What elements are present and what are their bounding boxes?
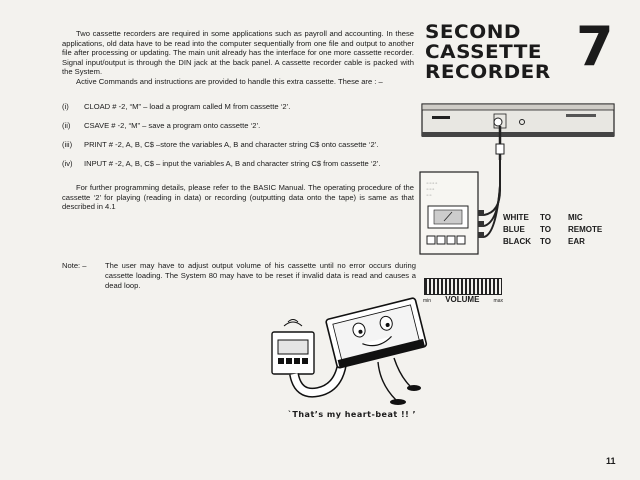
wire-jack: MIC — [568, 213, 583, 222]
legend-row — [503, 212, 602, 224]
command-text: INPUT # -2, A, B, C$ – input the variables A, B and character string C$ from cassette ‘2’. — [84, 159, 381, 168]
wire-to: TO — [540, 213, 551, 222]
wire-jack: EAR — [568, 237, 585, 246]
cartoon-recorder — [272, 320, 314, 375]
command-number: (iii) — [62, 140, 73, 149]
note-text: The user may have to adjust output volume of his cassette until no error occurs during cassette loading. The System 80 may have to be reset if invalid data is read and causes a dead loop. — [105, 261, 416, 290]
command-number: (ii) — [62, 121, 71, 130]
wire-color: WHITE — [503, 213, 529, 222]
command-number: (i) — [62, 102, 69, 111]
intro-paragraph-2: Active Commands and instructions are provided to handle this extra cassette. These are : – — [76, 76, 383, 86]
cartoon-legs — [378, 358, 421, 405]
section-title — [425, 22, 565, 82]
cable-legend — [503, 212, 602, 248]
command-item — [62, 102, 434, 111]
svg-text:◦◦: ◦◦ — [426, 193, 432, 199]
chapter-number: 7 — [576, 15, 614, 78]
wire-color: BLACK — [503, 237, 531, 246]
command-text: CSAVE # -2, “M” – save a program onto cassette ‘2’. — [84, 121, 261, 130]
din-cable — [484, 126, 504, 237]
wire-color: BLUE — [503, 225, 525, 234]
command-item — [62, 121, 434, 130]
page-number: 11 — [606, 456, 616, 466]
intro-paragraph-1: Two cassette recorders are required in some applications such as payroll and accounting. In these applications, old data have to be read into the computer sequentially from one file and output to another file after processing or updating. The main unit already has the interface for one more cassette recorder. Signal input/output is through the DIN jack at the back panel. A cassette recorder cable is packed with the System. — [62, 29, 414, 77]
title-line-2: CASSETTE — [425, 41, 543, 63]
command-item — [62, 159, 434, 168]
command-number: (iv) — [62, 159, 73, 168]
note-block — [62, 261, 416, 290]
legend-row — [503, 224, 602, 236]
illustration-caption: `That’s my heart-beat !! ’ — [287, 410, 417, 419]
volume-label: VOLUME — [445, 295, 480, 304]
volume-max-label: max — [493, 298, 503, 304]
command-text: PRINT # -2, A, B, C$ –store the variables A, B and character string C$ onto cassette ‘2’. — [84, 140, 379, 149]
command-item — [62, 140, 434, 149]
svg-text:◦◦◦: ◦◦◦ — [426, 187, 435, 193]
note-label: Note: – — [62, 261, 87, 270]
title-line-3: RECORDER — [425, 61, 551, 83]
intro-text — [62, 29, 414, 87]
command-text: CLOAD # -2, “M” – load a program called M from cassette ‘2’. — [84, 102, 291, 111]
wire-to: TO — [540, 237, 551, 246]
cassette-cartoon-illustration — [268, 292, 438, 412]
legend-row — [503, 236, 602, 248]
cassette-recorder — [420, 172, 484, 254]
volume-min-label: min — [423, 298, 432, 304]
further-details-paragraph: For further programming details, please refer to the BASIC Manual. The operating procedure of the cassette ‘2’ for playing (reading in data) or recording (outputting data onto the tape) is same as that described in 4.1 — [62, 183, 414, 212]
wire-to: TO — [540, 225, 551, 234]
svg-text:◦◦◦◦: ◦◦◦◦ — [426, 181, 438, 187]
system-main-unit — [422, 104, 614, 137]
wire-jack: REMOTE — [568, 225, 603, 234]
cartoon-cassette-character — [326, 298, 427, 369]
title-line-1: SECOND — [425, 21, 522, 43]
